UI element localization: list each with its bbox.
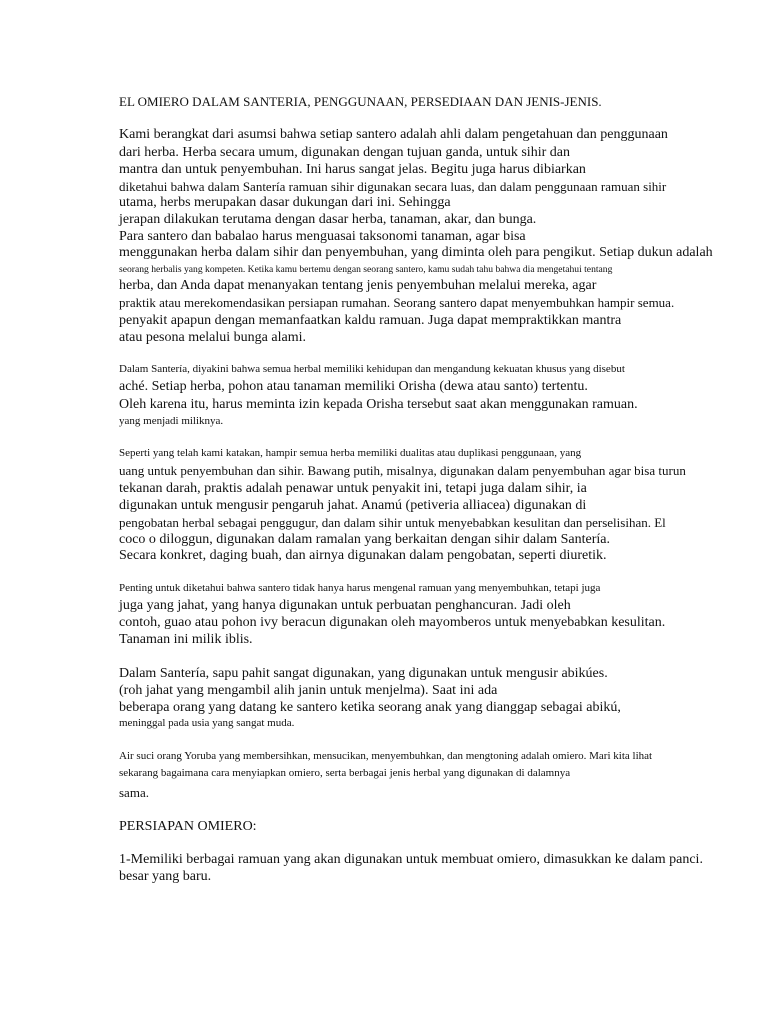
text-line: Secara konkret, daging buah, dan airnya digunakan dalam pengobatan, seperti diuretik. [119, 548, 607, 563]
text-line: yang menjadi miliknya. [119, 415, 224, 427]
text-line: 1-Memiliki berbagai ramuan yang akan digunakan untuk membuat omiero, dimasukkan ke dalam panci. [119, 852, 703, 867]
text-line: aché. Setiap herba, pohon atau tanaman memiliki Orisha (dewa atau santo) tertentu. [119, 379, 588, 394]
text-line: menggunakan herba dalam sihir dan penyembuhan, yang diminta oleh para pengikut. Setiap dukun adalah [119, 245, 713, 260]
text-line: tekanan darah, praktis adalah penawar untuk penyakit ini, tetapi juga dalam sihir, ia [119, 481, 587, 496]
text-line: besar yang baru. [119, 869, 212, 884]
text-line: herba, dan Anda dapat menanyakan tentang jenis penyembuhan melalui mereka, agar [119, 278, 597, 293]
text-line: digunakan untuk mengusir pengaruh jahat. Anamú (petiveria alliacea) digunakan di [119, 498, 587, 513]
text-line: dari herba. Herba secara umum, digunakan dengan tujuan ganda, untuk sihir dan [119, 145, 570, 160]
text-line: Dalam Santería, diyakini bahwa semua herbal memiliki kehidupan dan mengandung kekuatan khusus yang disebut [119, 363, 625, 375]
text-line: atau pesona melalui bunga alami. [119, 330, 306, 345]
document-title: EL OMIERO DALAM SANTERIA, PENGGUNAAN, PERSEDIAAN DAN JENIS-JENIS. [119, 94, 602, 109]
text-line: Dalam Santería, sapu pahit sangat digunakan, yang digunakan untuk mengusir abikúes. [119, 666, 608, 681]
text-line: meninggal pada usia yang sangat muda. [119, 717, 295, 729]
text-line: seorang herbalis yang kompeten. Ketika kamu bertemu dengan seorang santero, kamu sudah tahu bahwa dia mengetahui tentang [119, 264, 613, 275]
text-line: sama. [119, 785, 149, 800]
text-line: contoh, guao atau pohon ivy beracun digunakan oleh mayomberos untuk menyebabkan kesulitan. [119, 615, 666, 630]
text-line: diketahui bahwa dalam Santería ramuan sihir digunakan secara luas, dan dalam penggunaan ramuan sihir [119, 179, 667, 194]
text-line: jerapan dilakukan terutama dengan dasar herba, tanaman, akar, dan bunga. [119, 212, 537, 227]
section-heading: PERSIAPAN OMIERO: [119, 819, 257, 834]
text-line: Air suci orang Yoruba yang membersihkan, mensucikan, menyembuhkan, dan mengtoning adalah omiero. Mari kita lihat [119, 750, 653, 762]
text-line: penyakit apapun dengan memanfaatkan kaldu ramuan. Juga dapat mempraktikkan mantra [119, 313, 622, 328]
text-line: mantra dan untuk penyembuhan. Ini harus sangat jelas. Begitu juga harus dibiarkan [119, 162, 586, 177]
text-line: Penting untuk diketahui bahwa santero tidak hanya harus mengenal ramuan yang menyembuhkan, tetapi juga [119, 582, 601, 594]
text-line: Oleh karena itu, harus meminta izin kepada Orisha tersebut saat akan menggunakan ramuan. [119, 397, 638, 412]
text-line: utama, herbs merupakan dasar dukungan dari ini. Sehingga [119, 195, 451, 210]
text-line: (roh jahat yang mengambil alih janin untuk menjelma). Saat ini ada [119, 683, 498, 698]
text-line: Seperti yang telah kami katakan, hampir semua herba memiliki dualitas atau duplikasi penggunaan, yang [119, 447, 582, 459]
text-line: Tanaman ini milik iblis. [119, 632, 253, 647]
text-line: Para santero dan babalao harus menguasai taksonomi tanaman, agar bisa [119, 229, 526, 244]
text-line: pengobatan herbal sebagai penggugur, dan dalam sihir untuk menyebabkan kesulitan dan perselisihan. El [119, 515, 666, 530]
text-line: praktik atau merekomendasikan persiapan rumahan. Seorang santero dapat menyembuhkan hampir semua. [119, 295, 675, 310]
text-line: Kami berangkat dari asumsi bahwa setiap santero adalah ahli dalam pengetahuan dan penggunaan [119, 127, 668, 142]
text-line: coco o diloggun, digunakan dalam ramalan yang berkaitan dengan sihir dalam Santería. [119, 532, 611, 547]
text-line: sekarang bagaimana cara menyiapkan omiero, serta berbagai jenis herbal yang digunakan di dalamnya [119, 767, 571, 779]
text-line: uang untuk penyembuhan dan sihir. Bawang putih, misalnya, digunakan dalam penyembuhan agar bisa turun [119, 463, 686, 478]
text-line: juga yang jahat, yang hanya digunakan untuk perbuatan penghancuran. Jadi oleh [119, 598, 571, 613]
text-line: beberapa orang yang datang ke santero ketika seorang anak yang dianggap sebagai abikú, [119, 700, 621, 715]
